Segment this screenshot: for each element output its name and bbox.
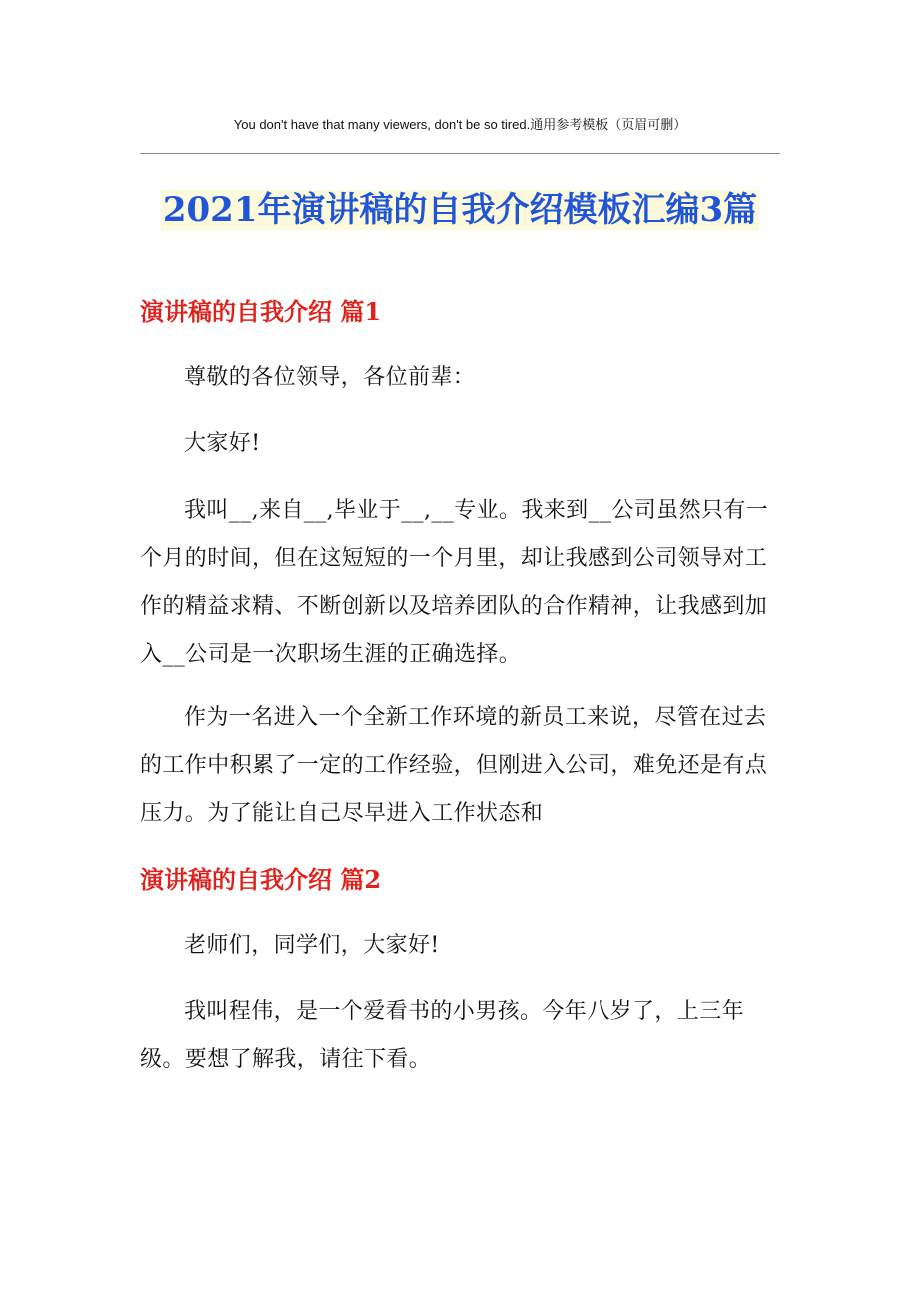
header-divider [140,153,780,154]
paragraph-greeting: 尊敬的各位领导，各位前辈： [184,365,476,390]
document-title-text: 2021年演讲稿的自我介绍模板汇编3篇 [162,190,758,230]
paragraph-self-intro: 我叫程伟，是一个爱看书的小男孩。今年八岁了，上三年级。要想了解我，请往下看。 [140,999,745,1072]
paragraph-greeting-2: 老师们，同学们，大家好! [184,933,440,958]
paragraph-new-employee: 作为一名进入一个全新工作环境的新员工来说，尽管在过去的工作中积累了一定的工作经验，但刚进入公司，难免还是有点压力。为了能让自己尽早进入工作状态和 [140,705,768,826]
section-heading-1: 演讲稿的自我介绍 篇1 [140,297,382,326]
paragraph-intro: 我叫__,来自__,毕业于__,__专业。我来到__公司虽然只有一个月的时间，但在这短短的一个月里，却让我感到公司领导对工作的精益求精、不断创新以及培养团队的合作精神，让我感到加入__公司是一次职场生涯的正确选择。 [140,498,769,667]
paragraph-hello: 大家好! [184,431,261,456]
section-heading-2: 演讲稿的自我介绍 篇2 [140,865,382,894]
document-title [0,186,920,234]
page-header-note: You don't have that many viewers, don't be so tired.通用参考模板（页眉可删） [233,117,687,132]
